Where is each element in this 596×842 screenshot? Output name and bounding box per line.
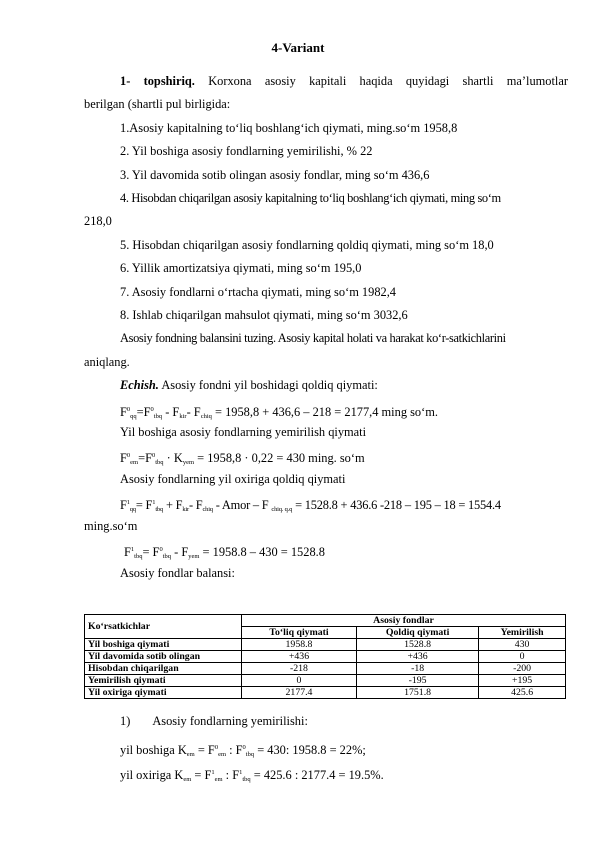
table-row: [85, 663, 566, 675]
row-label: Hisobdan chiqarilgan: [85, 663, 242, 675]
condition-6: 6. Yillik amortizatsiya qiymati, ming so‘m 195,0: [120, 261, 362, 275]
end-intro: Asosiy fondlarning yil oxiriga qoldiq qiymati: [120, 472, 346, 486]
condition-3: 3. Yil davomida sotib olingan asosiy fondlar, ming so‘m 436,6: [120, 168, 430, 182]
solution-label: Echish.: [120, 378, 159, 392]
wear-item-number: 1): [120, 714, 131, 728]
sub-header-residual-value: Qoldiq qiymati: [356, 627, 478, 639]
task-label: 1- topshiriq.: [120, 74, 195, 88]
condition-8: 8. Ishlab chiqarilgan mahsulot qiymati, ming so‘m 3032,6: [120, 308, 408, 322]
condition-1: 1.Asosiy kapitalning to‘liq boshlang‘ich qiymati, ming.so‘m 1958,8: [120, 121, 458, 135]
balance-label: Asosiy fondlar balansi:: [120, 566, 235, 580]
row-label: Yil oxiriga qiymati: [85, 687, 242, 699]
wear-intro: Yil boshiga asosiy fondlarning yemirilish qiymati: [120, 425, 367, 439]
solution-intro-text: Asosiy fondni yil boshidagi qoldiq qiymati:: [161, 378, 378, 392]
table-row: [85, 639, 566, 651]
wear-item-text: Asosiy fondlarning yemirilishi:: [152, 714, 308, 728]
col-header-indicators: Ko‘rsatkichlar: [85, 615, 242, 639]
solution-intro: [120, 378, 568, 393]
table-row: [85, 651, 566, 663]
formula-wear-start: $F^0_{em}=F^0_{tbq} \cdot K_{yem} = 1958,8 \cdot 0,22 = 430$ ming. so‘m: [120, 451, 365, 466]
table-cell: 430: [479, 639, 566, 651]
table-cell: -218: [242, 663, 357, 675]
table-row: [85, 687, 566, 699]
table-cell: 1528.8: [356, 639, 478, 651]
table-cell: +195: [479, 675, 566, 687]
variant-title: 4-Variant: [271, 40, 325, 55]
table-cell: 1751.8: [356, 687, 478, 699]
formula-full-end: $F^1_{tbq}= F^0_{tbq} - F_{yem} = 1958.8 - 430 = 1528.8$: [124, 545, 325, 560]
balance-table: [84, 614, 566, 699]
sub-header-full-value: To‘liq qiymati: [242, 627, 357, 639]
group-header-fixed-assets: Asosiy fondlar: [242, 615, 566, 627]
task-intro-text: Korxona asosiy kapitali haqida quyidagi shartli ma’lumotlar: [208, 74, 568, 88]
table-cell: -18: [356, 663, 478, 675]
table-cell: -195: [356, 675, 478, 687]
row-label: Yil boshiga qiymati: [85, 639, 242, 651]
row-label: Yemirilish qiymati: [85, 675, 242, 687]
row-label: Yil davomida sotib olingan: [85, 651, 242, 663]
wear-ratio-start: yil boshiga $K_{em} = F^0_{em}$ : $F^0_{tbq} = 430$: 1958.8 = 22%;: [120, 743, 366, 758]
table-cell: 425.6: [479, 687, 566, 699]
formula-residual-start: $F^0_{qq}=F^0_{tbq} - F_{kir}-$ $F_{chiq} = 1958,8 + 436,6 - 218 = 2177,4$ ming so‘m.: [120, 405, 438, 420]
wear-item-heading: [120, 714, 568, 729]
condition-5: 5. Hisobdan chiqarilgan asosiy fondlarning qoldiq qiymati, ming so‘m 18,0: [120, 238, 494, 252]
table-cell: 0: [242, 675, 357, 687]
condition-4-line1: 4. Hisobdan chiqarilgan asosiy kapitalning to‘liq boshlang‘ich qiymati, ming so‘m: [120, 191, 501, 205]
condition-2: 2. Yil boshiga asosiy fondlarning yemirilishi, % 22: [120, 144, 373, 158]
table-cell: 0: [479, 651, 566, 663]
condition-7: 7. Asosiy fondlarni o‘rtacha qiymati, ming so‘m 1982,4: [120, 285, 396, 299]
table-cell: 1958.8: [242, 639, 357, 651]
table-cell: +436: [356, 651, 478, 663]
table-cell: +436: [242, 651, 357, 663]
condition-4-line2: 218,0: [84, 214, 112, 228]
sub-header-depreciation: Yemirilish: [479, 627, 566, 639]
formula-residual-end: $F^1_{qq}= F^1_{tbq} + F_{kir}-$ $F_{chiq}$ - Amor – F $_{chiq. q.q}$ = 1528.8 + 436.6 -218 – 195 – 18 = 1554.4: [120, 498, 501, 513]
requirement-line1: Asosiy fondning balansini tuzing. Asosiy kapital holati va harakat ko‘r-satkichlarini: [120, 331, 506, 345]
task-intro-line2: berilgan (shartli pul birligida:: [84, 97, 231, 111]
formula-residual-end-cont: ming.so‘m: [84, 519, 138, 533]
task-intro-line1: [120, 74, 568, 89]
requirement-line2: aniqlang.: [84, 355, 130, 369]
table-row: [85, 675, 566, 687]
table-cell: -200: [479, 663, 566, 675]
wear-ratio-end: yil oxiriga $K_{em} = F^1_{em}$ : $F^1_{tbq} = 425.6$ : 2177.4 = 19.5%.: [120, 768, 384, 783]
table-cell: 2177.4: [242, 687, 357, 699]
